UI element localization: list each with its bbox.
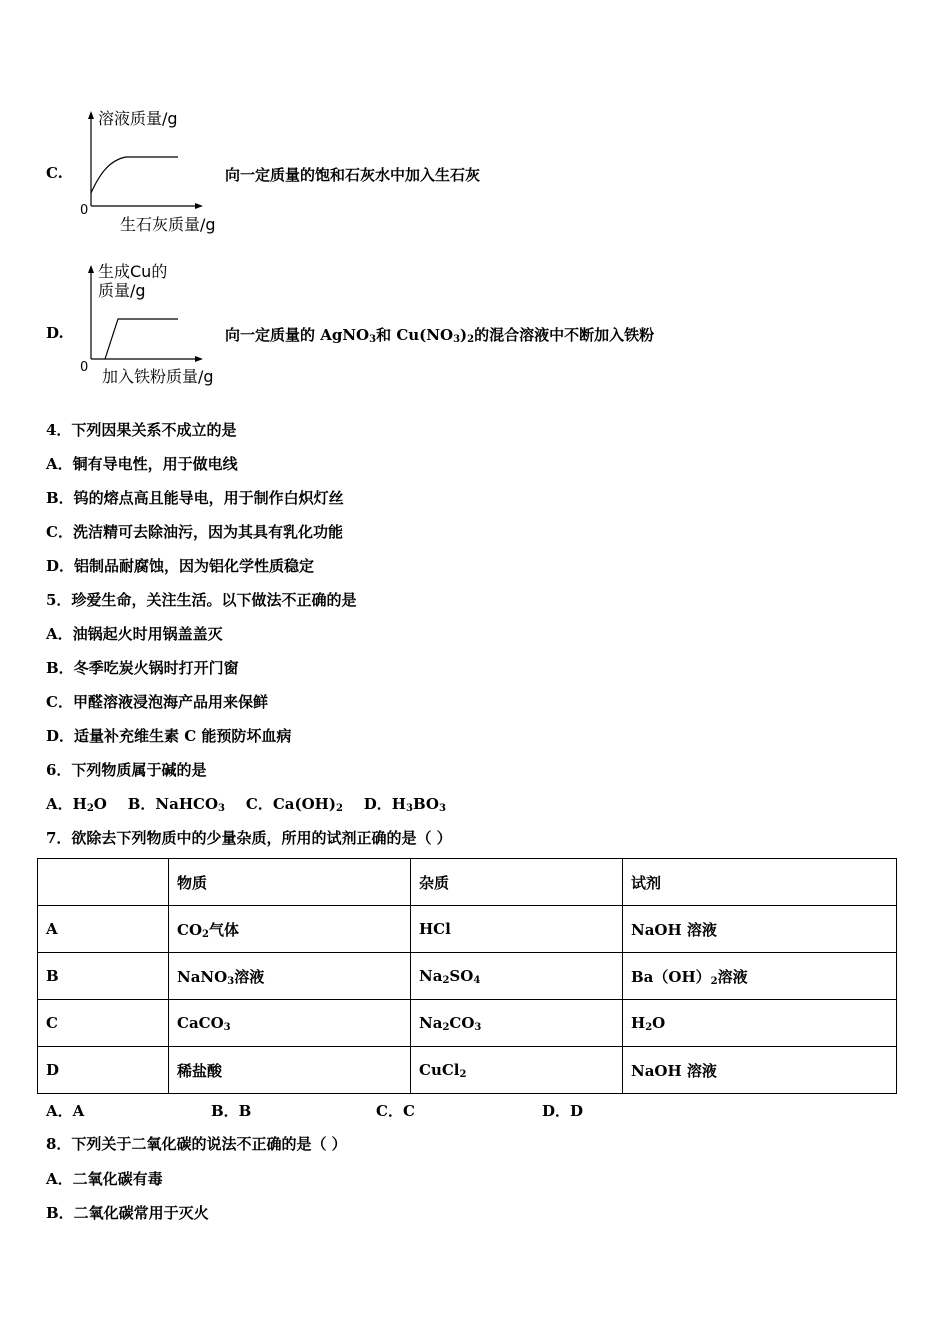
- substance-cell: 稀盐酸: [169, 1047, 411, 1094]
- impurity-cell: CuCl$_2$: [411, 1047, 623, 1094]
- q7-answer-d: D．D: [542, 1102, 584, 1120]
- row-label: D: [38, 1047, 169, 1094]
- q4-stem: 4．下列因果关系不成立的是: [46, 421, 237, 439]
- q8-option-b: B．二氧化碳常用于灭火: [46, 1204, 209, 1222]
- q5-stem: 5．珍爱生命，关注生活。以下做法不正确的是: [46, 591, 357, 609]
- q7-answers: [46, 1100, 906, 1120]
- graph-c-y-label: 溶液质量/g: [98, 109, 178, 128]
- q4-option-d: D．铝制品耐腐蚀，因为铝化学性质稳定: [46, 557, 315, 575]
- graph-c: [78, 108, 238, 238]
- q6-option-c: C．$Ca(OH)_2$: [245, 795, 343, 814]
- table-header-row: [38, 859, 897, 906]
- graph-c-description: 向一定质量的饱和石灰水中加入生石灰: [225, 166, 481, 184]
- graph-c-x-label: 生石灰质量/g: [120, 215, 216, 234]
- table-header-cell: [38, 859, 169, 906]
- q6-options: [46, 794, 446, 819]
- substance-cell: $CO_2$气体: [169, 906, 411, 953]
- row-label: B: [38, 953, 169, 1000]
- graph-d-y-label-2: 质量/g: [98, 281, 146, 300]
- q7-table: [37, 858, 897, 1094]
- graph-d-x-label: 加入铁粉质量/g: [102, 367, 214, 386]
- q5-option-d: D．适量补充维生素 C 能预防坏血病: [46, 727, 292, 745]
- table-row: [38, 906, 897, 953]
- substance-cell: CaCO$_3$: [169, 1000, 411, 1047]
- graph-c-curve: [91, 157, 178, 193]
- graph-c-origin: 0: [80, 203, 89, 218]
- table-header-cell: 杂质: [411, 859, 623, 906]
- q7-answer-a: A．A: [46, 1102, 85, 1120]
- graph-d: [78, 262, 238, 392]
- q6-option-a: A．$H_2O$: [46, 795, 107, 814]
- q4-option-b: B．钨的熔点高且能导电，用于制作白炽灯丝: [46, 489, 344, 507]
- q6-stem: 6．下列物质属于碱的是: [46, 761, 207, 779]
- q6-option-b: B．NaHCO$_3$: [127, 795, 226, 814]
- table-row: [38, 1000, 897, 1047]
- graph-d-line: [105, 319, 178, 359]
- q4-option-a: A．铜有导电性，用于做电线: [46, 455, 238, 473]
- q8-option-a: A．二氧化碳有毒: [46, 1170, 163, 1188]
- table-header-cell: 试剂: [623, 859, 897, 906]
- q4-option-c: C．洗洁精可去除油污，因为其具有乳化功能: [46, 523, 343, 541]
- option-d-label: D.: [46, 324, 64, 342]
- reagent-cell: NaOH 溶液: [623, 906, 897, 953]
- table-row: [38, 953, 897, 1000]
- q7-answer-c: C．C: [376, 1102, 415, 1120]
- q6-option-d: D．$H_3BO_3$: [363, 795, 446, 814]
- reagent-cell: NaOH 溶液: [623, 1047, 897, 1094]
- substance-cell: NaNO$_3$溶液: [169, 953, 411, 1000]
- row-label: A: [38, 906, 169, 953]
- q7-stem: 7．欲除去下列物质中的少量杂质，所用的试剂正确的是（ ）: [46, 829, 452, 847]
- q7-answer-b: B．B: [211, 1102, 252, 1120]
- option-c-label: C.: [46, 164, 63, 182]
- table-header-cell: 物质: [169, 859, 411, 906]
- q5-option-b: B．冬季吃炭火锅时打开门窗: [46, 659, 239, 677]
- graph-d-description: 向一定质量的 AgNO$_3$和 $Cu(NO_3)_2$的混合溶液中不断加入铁粉: [225, 326, 655, 345]
- graph-d-y-label-1: 生成Cu的: [98, 262, 168, 281]
- q5-option-c: C．甲醛溶液浸泡海产品用来保鲜: [46, 693, 268, 711]
- row-label: C: [38, 1000, 169, 1047]
- table-row: [38, 1047, 897, 1094]
- impurity-cell: $Na_2SO_4$: [411, 953, 623, 1000]
- graph-d-origin: 0: [80, 360, 89, 375]
- impurity-cell: HCl: [411, 906, 623, 953]
- q5-option-a: A．油锅起火时用锅盖盖灭: [46, 625, 223, 643]
- q8-stem: 8．下列关于二氧化碳的说法不正确的是（ ）: [46, 1135, 347, 1153]
- reagent-cell: $Ba(OH)_2$溶液: [623, 953, 897, 1000]
- reagent-cell: $H_2O$: [623, 1000, 897, 1047]
- impurity-cell: $Na_2CO_3$: [411, 1000, 623, 1047]
